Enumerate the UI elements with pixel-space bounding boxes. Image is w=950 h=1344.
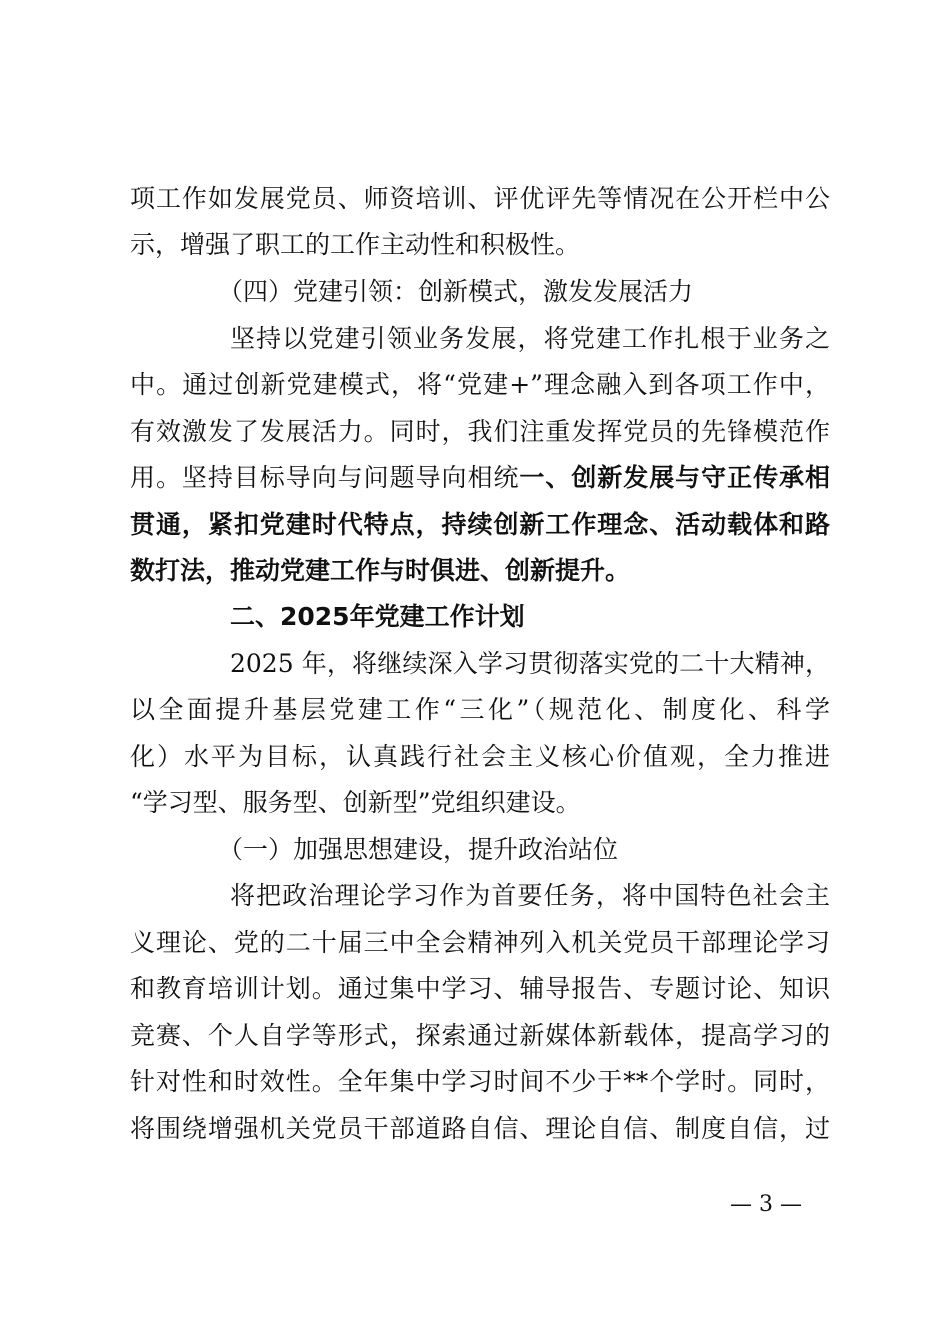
body-text-line: 义理论、党的二十届三中全会精神列入机关党员干部理论学习 bbox=[130, 928, 830, 957]
body-text-line: 项工作如发展党员、师资培训、评优评先等情况在公开栏中公 bbox=[130, 184, 830, 213]
chapter-heading-2: 二、2025年党建工作计划 bbox=[230, 602, 525, 631]
body-text-line: 针对性和时效性。全年集中学习时间不少于**个学时。同时， bbox=[130, 1067, 830, 1096]
body-text-line-mixed bbox=[130, 455, 830, 501]
body-text-line: 示，增强了职工的工作主动性和积极性。 bbox=[130, 230, 581, 259]
section-heading-4: （四）党建引领：创新模式，激发发展活力 bbox=[218, 277, 694, 306]
body-text-line: 化）水平为目标，认真践行社会主义核心价值观，全力推进 bbox=[130, 742, 830, 771]
body-text-line: “学习型、服务型、创新型”党组织建设。 bbox=[130, 788, 581, 817]
section-heading-1: （一）加强思想建设，提升政治站位 bbox=[218, 835, 619, 864]
body-text-line: 2025 年，将继续深入学习贯彻落实党的二十大精神， bbox=[230, 649, 830, 678]
body-text-line: 将把政治理论学习作为首要任务，将中国特色社会主 bbox=[230, 881, 830, 910]
body-text-line: 和教育培训计划。通过集中学习、辅导报告、专题讨论、知识 bbox=[130, 974, 830, 1003]
page-number: — 3 — bbox=[730, 1192, 802, 1217]
body-text-segment: 用。坚持目标导向与问题导向相统 bbox=[130, 463, 520, 492]
bold-text-line: 贯通，紧扣党建时代特点，持续创新工作理念、活动载体和路 bbox=[130, 510, 830, 539]
body-text-line: 竞赛、个人自学等形式，探索通过新媒体新载体，提高学习的 bbox=[130, 1021, 830, 1050]
body-text-line: 以全面提升基层党建工作“三化”（规范化、制度化、科学 bbox=[130, 695, 830, 724]
body-text-line: 有效激发了发展活力。同时，我们注重发挥党员的先锋模范作 bbox=[130, 417, 830, 446]
bold-text-line: 数打法，推动党建工作与时俱进、创新提升。 bbox=[130, 556, 631, 585]
bold-text-segment: 一、创新发展与守正传承相 bbox=[519, 463, 830, 492]
body-text-line: 坚持以党建引领业务发展，将党建工作扎根于业务之 bbox=[230, 324, 830, 353]
body-text-line: 中。通过创新党建模式，将“党建+”理念融入到各项工作中， bbox=[130, 370, 830, 399]
body-text-line: 将围绕增强机关党员干部道路自信、理论自信、制度自信，过 bbox=[130, 1114, 830, 1143]
